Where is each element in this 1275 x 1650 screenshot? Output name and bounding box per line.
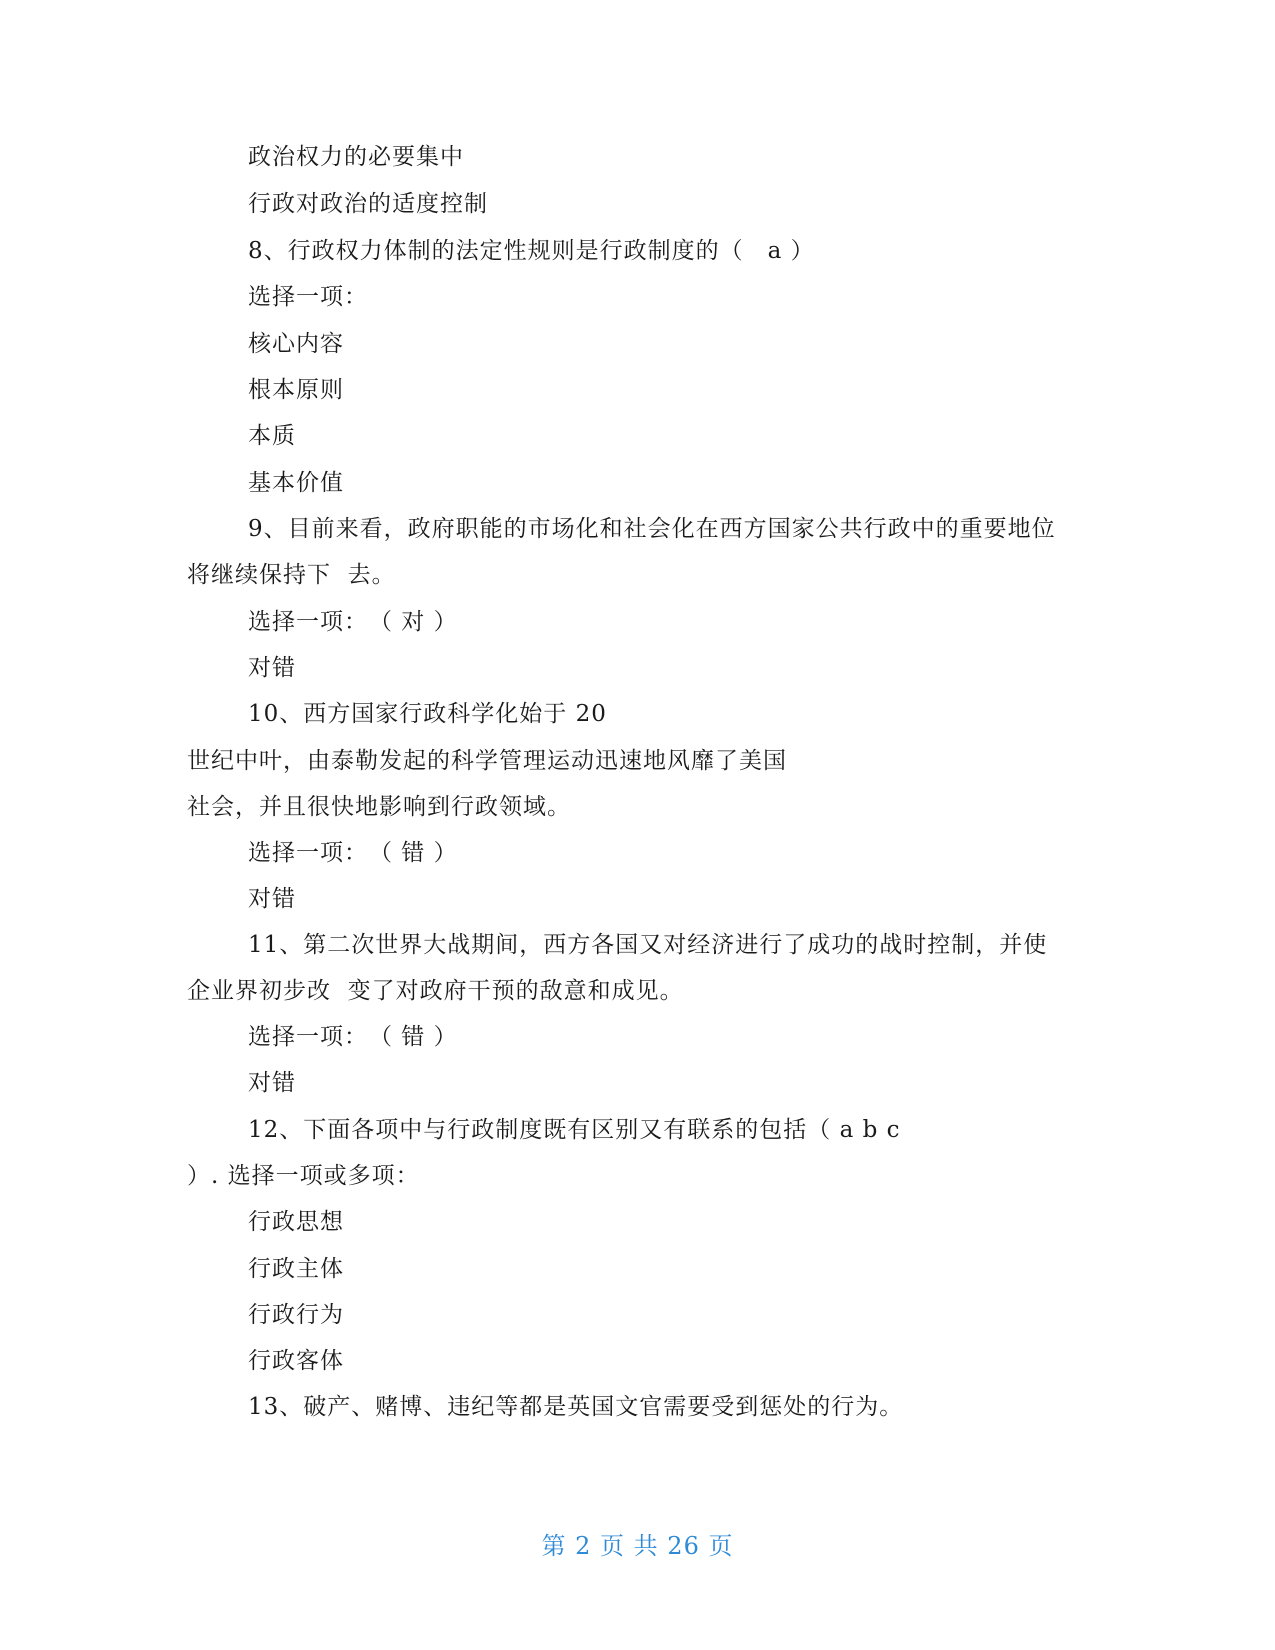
true-false-options: 对错 (248, 655, 296, 681)
question-12-continued: ）. 选择一项或多项： (187, 1163, 420, 1189)
choose-one-answer: 选择一项： （ 对 ） (248, 609, 458, 635)
question-10: 10、西方国家行政科学化始于 20 (248, 701, 607, 727)
true-false-options: 对错 (248, 886, 296, 912)
option-text: 行政行为 (248, 1302, 344, 1328)
choose-one-answer: 选择一项： （ 错 ） (248, 840, 458, 866)
true-false-options: 对错 (248, 1070, 296, 1096)
question-10-continued: 社会，并且很快地影响到行政领域。 (187, 794, 571, 820)
question-9-continued: 将继续保持下 去。 (187, 562, 396, 588)
question-11-continued: 企业界初步改 变了对政府干预的敌意和成见。 (187, 978, 684, 1004)
option-text: 基本价值 (248, 470, 344, 496)
option-text: 根本原则 (248, 377, 344, 403)
question-11: 11、第二次世界大战期间，西方各国又对经济进行了成功的战时控制，并使 (248, 932, 1048, 958)
option-text: 行政客体 (248, 1348, 344, 1374)
option-text: 核心内容 (248, 331, 344, 357)
option-text: 政治权力的必要集中 (248, 144, 464, 170)
option-text: 行政主体 (248, 1256, 344, 1282)
option-text: 本质 (248, 423, 296, 449)
option-text: 行政思想 (248, 1209, 344, 1235)
question-10-continued: 世纪中叶，由泰勒发起的科学管理运动迅速地风靡了美国 (187, 748, 787, 774)
question-12: 12、下面各项中与行政制度既有区别又有联系的包括（ a b c (248, 1117, 901, 1143)
option-text: 行政对政治的适度控制 (248, 191, 488, 217)
question-8: 8、行政权力体制的法定性规则是行政制度的（ a ） (248, 238, 815, 264)
choose-one-label: 选择一项： (248, 284, 368, 310)
question-9: 9、目前来看，政府职能的市场化和社会化在西方国家公共行政中的重要地位 (248, 516, 1056, 542)
question-13: 13、破产、赌博、违纪等都是英国文官需要受到惩处的行为。 (248, 1394, 904, 1420)
page-number-footer: 第 2 页 共 26 页 (541, 1532, 734, 1560)
choose-one-answer: 选择一项： （ 错 ） (248, 1024, 458, 1050)
